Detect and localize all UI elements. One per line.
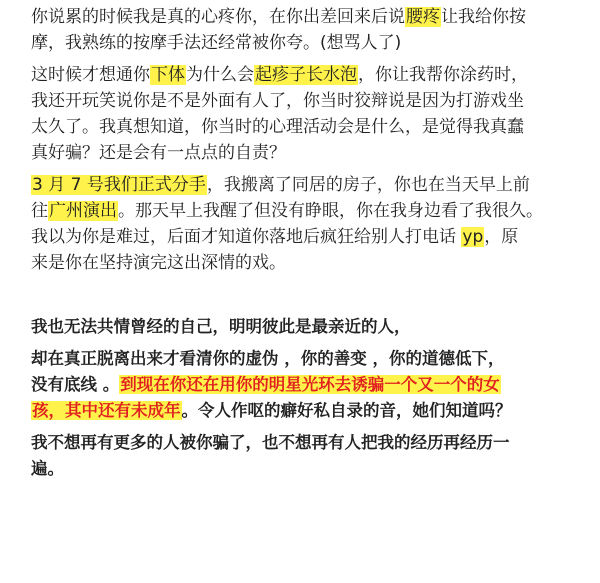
text-segment: 为什么会 (186, 65, 254, 85)
highlighted-text: 下体 (151, 65, 185, 85)
red-highlighted-text: 到现在你还在用你的明星光环去诱骗一个又一个的女 (120, 375, 500, 394)
text-segment: 没有底线 。 (31, 375, 120, 394)
text-segment: ，原 (484, 227, 519, 247)
text-segment: 我以为你是难过，后面才知道你落地后疯狂给别人打电话 (31, 227, 462, 247)
paragraph (31, 4, 582, 56)
paragraph (31, 314, 582, 340)
text-line (31, 346, 582, 372)
text-segment: 来是你在坚持演完这出深情的戏。 (31, 253, 286, 273)
text-line (31, 4, 582, 30)
text-segment: ，你让我帮你涂药时， (358, 65, 528, 85)
paragraph (31, 172, 582, 276)
text-line (31, 114, 582, 140)
highlighted-text: 腰疼 (406, 7, 440, 27)
text-segment: 遍。 (31, 459, 64, 478)
text-segment: 。令人作呕的癖好私自录的音，她们知道吗？ (181, 401, 512, 420)
text-segment: 摩，我熟练的按摩手法还经常被你夸。(想骂人了) (31, 33, 402, 53)
highlighted-text: 起疹子长水泡 (255, 65, 357, 85)
text-segment: 。那天早上我醒了但没有睁眼，你在我身边看了我很久。 (118, 201, 543, 221)
text-line (31, 430, 582, 456)
highlighted-text: 广州演出 (49, 201, 117, 221)
text-segment: ，我搬离了同居的房子，你也在当天早上前 (206, 175, 530, 195)
text-line (31, 224, 582, 250)
paragraph-spacer (31, 276, 582, 314)
text-segment: 却在真正脱离出来才看清你的虚伪 ，你的善变 ，你的道德低下， (31, 349, 505, 368)
paragraph (31, 346, 582, 424)
article-text (31, 4, 582, 482)
text-segment: 这时候才想通你 (31, 65, 150, 85)
text-line (31, 398, 582, 424)
paragraph (31, 430, 582, 482)
text-segment: 我不想再有更多的人被你骗了，也不想再有人把我的经历再经历一 (31, 433, 510, 452)
text-segment: 太久了。我真想知道，你当时的心理活动会是什么，是觉得我真蠢 (31, 117, 524, 137)
text-line (31, 172, 582, 198)
text-segment: 往 (31, 201, 48, 221)
text-segment: 我还开玩笑说你是不是外面有人了，你当时狡辩说是因为打游戏坐 (31, 91, 524, 111)
highlighted-text: 3 月 7 号我们正式分手 (32, 175, 206, 195)
highlighted-text: yp (462, 227, 484, 247)
text-line (31, 140, 582, 166)
text-segment: 我也无法共情曾经的自己，明明彼此是最亲近的人， (31, 317, 411, 336)
text-line (31, 62, 582, 88)
text-line (31, 198, 582, 224)
text-line (31, 372, 582, 398)
text-line (31, 30, 582, 56)
paragraph (31, 62, 582, 166)
text-line (31, 314, 582, 340)
text-segment: 让我给你按 (441, 7, 526, 27)
text-segment: 你说累的时候我是真的心疼你，在你出差回来后说 (31, 7, 405, 27)
text-segment: 真好骗？还是会有一点点的自责？ (31, 143, 286, 163)
red-highlighted-text: 孩，其中还有未成年 (32, 401, 181, 420)
text-line (31, 250, 582, 276)
text-line (31, 456, 582, 482)
text-line (31, 88, 582, 114)
